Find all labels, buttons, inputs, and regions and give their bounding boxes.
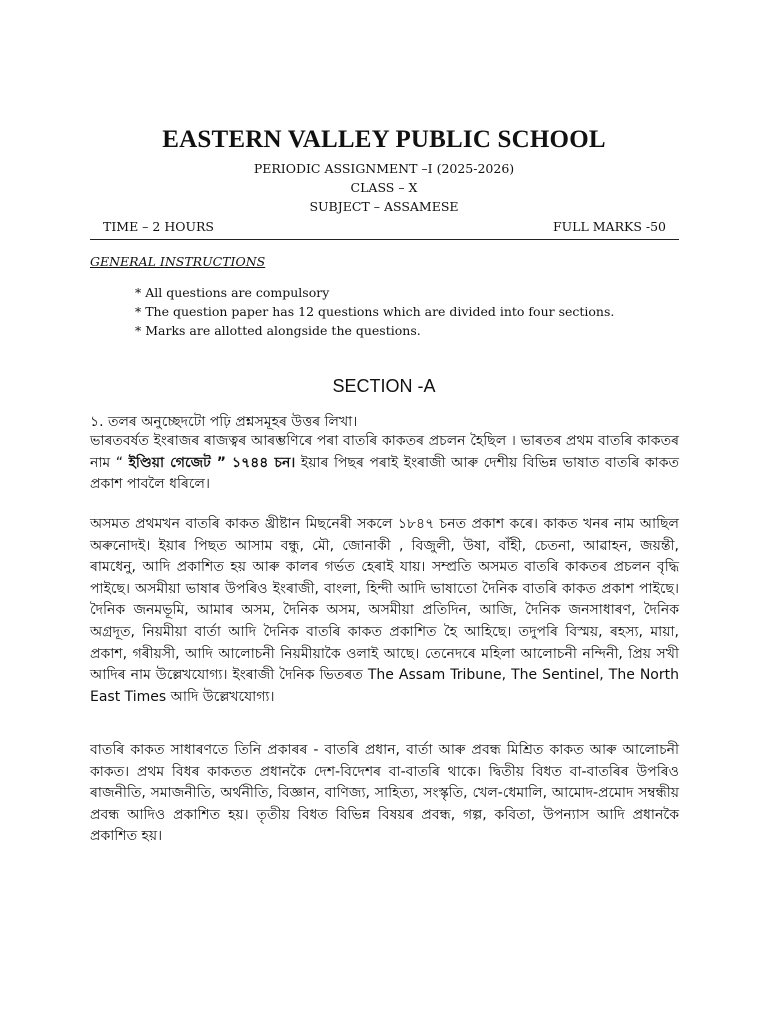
question-1-heading: ১. তলৰ অনুচ্ছেদটো পঢ়ি প্ৰশ্নসমূহৰ উত্তৰ লিখা। [90,414,358,430]
instruction-item: * Marks are allotted alongside the questions. [135,323,421,338]
paragraph-text: ভাৰতবৰ্ষত ইংৰাজৰ ৰাজত্বৰ আৰম্ভণিৰে পৰা বাতৰি কাকতৰ প্ৰচলন হৈছিল । ভাৰতৰ প্ৰথম বাতৰি কাকতৰ নাম “ [90,433,679,471]
time-label: TIME – 2 HOURS [103,219,214,234]
instructions-heading: GENERAL INSTRUCTIONS [90,254,266,269]
section-title: SECTION -A [332,376,436,396]
header-divider [90,239,679,240]
passage-paragraph-2: অসমত প্ৰথমখন বাতৰি কাকত খ্ৰীষ্টান মিছনেৰী সকলে ১৮৪৭ চনত প্ৰকাশ কৰে। কাকত খনৰ নাম আছিল অৰুনোদই। ইয়াৰ পিছত আসাম বন্ধু, মৌ, জোনাকী , বিজুলী, উষা, বাঁহী, চেতনা, আৱাহন, জয়ন্তী, ৰামধেনু, আদি প্ৰকাশিত হয় আৰু কালৰ গৰ্ভত হেৰাই যায়। সম্প্ৰতি অসমত বাতৰি কাকতৰ প্ৰচলন বৃদ্ধি পাইছে। অসমীয়া ভাষাৰ উপৰিও ইংৰাজী, বাংলা, হিন্দী আদি ভাষাতো দৈনিক বাতৰি কাকত প্ৰকাশ পাইছে। দৈনিক জনমভূমি, আমাৰ অসম, দৈনিক অসম, অসমীয়া প্ৰতিদিন, আজি, দৈনিক জনসাধাৰণ, দৈনিক অগ্ৰদূত, নিয়মীয়া বাৰ্তা আদি দৈনিক বাতৰি কাকত প্ৰকাশিত হৈ আহিছে। তদুপৰি বিস্ময়, ৰহস্য, মায়া, প্ৰকাশ, গৰীয়সী, আদি আলোচনী নিয়মীয়াকৈ ওলাই আছে। তেনেদৰে মহিলা আলোচনী নন্দিনী, প্ৰিয় সখী আদিৰ নাম উল্লেখযোগ্য। ইংৰাজী দৈনিক ভিতৰত The Assam Tribune, The Sentinel, The North East Times আদি উল্লেখযোগ্য। [90,516,679,705]
paragraph-text: ইয়াৰ পিছৰ পৰাই ইংৰাজী আৰু দেশীয় বিভিন্ন ভাষাত বাতৰি কাকত প্ৰকাশ পাবলৈ ধৰিলে। [90,454,679,493]
subject-label: SUBJECT – ASSAMESE [309,199,459,214]
instruction-item: * All questions are compulsory [135,285,330,300]
full-marks-label: FULL MARKS -50 [552,219,666,234]
paragraph-bold-text: ইণ্ডিয়া গেজেট ” ১৭৪৪ চন। [128,454,296,471]
passage-paragraph-3: বাতৰি কাকত সাধাৰণতে তিনি প্ৰকাৰৰ - বাতৰি প্ৰধান, বাৰ্তা আৰু প্ৰবন্ধ মিশ্ৰিত কাকত আৰু আলোচনী কাকত। প্ৰথম বিধৰ কাকতত প্ৰধানকৈ দেশ-বিদেশৰ বা-বাতৰি থাকে। দ্বিতীয় বিধত বা-বাতৰিৰ উপৰিও ৰাজনীতি, সমাজনীতি, অৰ্থনীতি, বিজ্ঞান, বাণিজ্য, সাহিত্য, সংস্কৃতি, খেল-ধেমালি, আমোদ-প্ৰমোদ সম্বন্ধীয় প্ৰবন্ধ আদিও প্ৰকাশিত হয়। তৃতীয় বিধত বিভিন্ন বিষয়ৰ প্ৰবন্ধ, গল্প, কবিতা, উপন্যাস আদি প্ৰধানকৈ প্ৰকাশিত হয়। [90,742,679,845]
passage-paragraph-1 [90,431,679,496]
school-name: EASTERN VALLEY PUBLIC SCHOOL [162,126,606,153]
class-label: CLASS – X [350,180,418,195]
instructions-list [135,283,614,340]
instruction-item: * The question paper has 12 questions which are divided into four sections. [135,304,615,319]
assignment-title: PERIODIC ASSIGNMENT –I (2025-2026) [253,161,515,176]
